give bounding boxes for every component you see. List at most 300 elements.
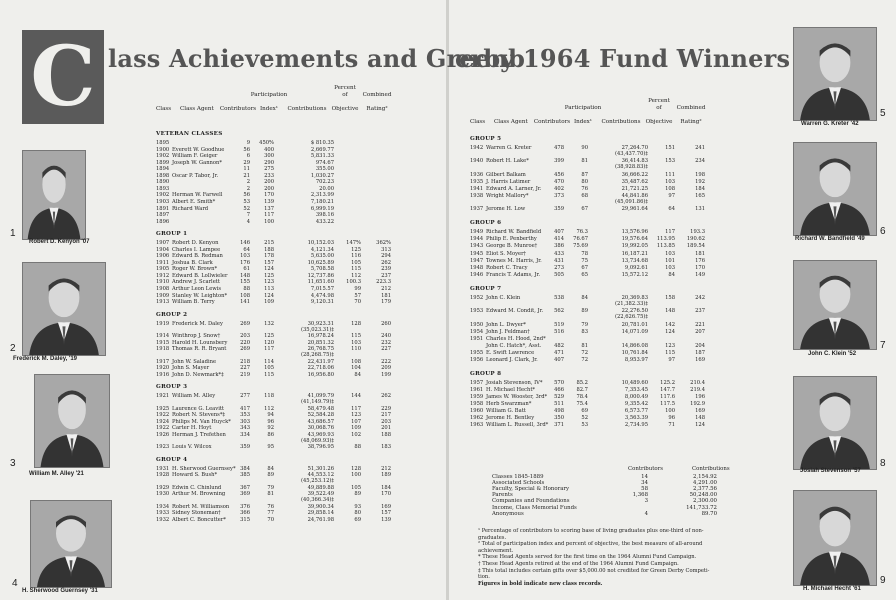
column-header-percent: Percent (648, 98, 670, 104)
column-header-combined: Combined (362, 92, 392, 98)
contributors: 227 (240, 365, 250, 372)
class-year: 1900 (156, 146, 170, 153)
contributions: 974.67 (315, 159, 334, 166)
summary-label: Parents (492, 492, 513, 499)
table-row (156, 444, 396, 452)
percent-objective: 103 (665, 264, 675, 271)
percent-objective: 57 (354, 292, 361, 299)
contributions: 9,120.31 (310, 299, 334, 306)
combined-rating: 198 (695, 171, 705, 178)
class-agent: E. Swift Lawrence (486, 349, 535, 356)
class-year: 1903 (156, 198, 170, 205)
contributors: 529 (554, 393, 564, 400)
class-agent: Robert M. Williamson (172, 503, 230, 510)
column-header-participation: Participation (564, 105, 602, 111)
combined-rating: 179 (381, 299, 391, 306)
percent-objective: 99 (354, 286, 361, 292)
contributors: 269 (240, 320, 250, 327)
photo-number: 6 (880, 226, 886, 237)
combined-rating: 184 (381, 484, 391, 491)
combined-rating: 170 (695, 264, 705, 271)
class-year: 1894 (156, 166, 170, 173)
participation-index: 120 (264, 339, 274, 346)
contributions: 16,187.21 (621, 250, 648, 257)
contributions: 702.23 (315, 179, 334, 186)
group-heading: VETERAN CLASSES (156, 131, 223, 137)
participation-index: 85.2 (576, 379, 588, 386)
contributions: 30,068.76 (307, 425, 334, 432)
drop-cap: C (22, 30, 104, 124)
participation-index: 125 (264, 272, 274, 279)
participation-index: 125 (264, 333, 274, 340)
combined-rating: 187 (695, 349, 705, 356)
combined-rating: 212 (381, 465, 391, 472)
percent-objective: 64 (668, 206, 675, 213)
combined-rating: 217 (381, 412, 391, 419)
contributions: 21,721.25 (621, 185, 648, 192)
summary-header-contributors: Contributors (628, 466, 663, 472)
class-agent: Herman J. Trefethen (172, 431, 226, 438)
class-year: 1962 (470, 415, 484, 422)
combined-rating: 169 (381, 503, 391, 510)
percent-objective: 89 (354, 491, 361, 498)
participation-index: 92 (267, 425, 274, 432)
combined-rating: 157 (381, 510, 391, 517)
class-year: 1952 (470, 294, 484, 301)
participation-index: 53 (581, 422, 588, 429)
contributions: 8,953.97 (624, 356, 648, 363)
contributions: 6,573.77 (624, 408, 648, 415)
contributions: 13,576.96 (621, 229, 648, 236)
contributions: 35,487.62 (621, 178, 648, 185)
table-row (156, 472, 396, 485)
contributions: 39,900.34 (307, 503, 334, 510)
class-year: 1944 (470, 236, 484, 243)
column-header-objective: Objective (331, 106, 359, 112)
contributions: 7,353.45 (624, 386, 648, 393)
photo-caption: H. Sherwood Guernsey '31 (22, 588, 98, 594)
class-year: 1893 (156, 185, 170, 192)
contributors: 350 (554, 415, 564, 422)
participation-index: 200 (264, 179, 274, 186)
contributions: 398.16 (315, 212, 334, 219)
contributors: 2 (246, 179, 250, 186)
class-agent: Harold H. Lounsbery (172, 339, 228, 346)
group-heading: GROUP 8 (470, 370, 502, 377)
participation-index: 200 (264, 185, 274, 192)
combined-rating: 212 (381, 286, 391, 292)
column-header-contributors: Contributors (533, 119, 571, 125)
contributors: 505 (554, 271, 564, 278)
percent-objective: 100 (665, 408, 675, 415)
photo-number: 4 (12, 578, 18, 589)
contributions: 41,099.79 (41,149.79)‡ (300, 393, 334, 406)
table-row (470, 294, 710, 307)
combined-rating: 223.3 (376, 279, 391, 286)
combined-rating: 188 (381, 431, 391, 438)
participation-index: 96 (267, 418, 274, 425)
percent-objective: 105 (351, 484, 361, 491)
footnote-line: † These Head Agents retired at the end of the 1964 Alumni Fund Campaign. (478, 561, 679, 567)
class-agent: William M. Alley (172, 393, 216, 400)
percent-objective: 123 (665, 342, 675, 349)
percent-objective: 151 (665, 145, 675, 151)
class-year: 1908 (156, 286, 170, 292)
contributors: 52 (243, 205, 250, 212)
contributors: 315 (240, 517, 250, 524)
percent-objective: 84 (354, 371, 361, 378)
participation-index: 68 (581, 192, 588, 199)
percent-objective: 117 (665, 229, 675, 236)
contributions: 5,635.00 (310, 253, 334, 260)
summary-contributions: 2,154.92 (692, 474, 717, 480)
photo-number: 9 (880, 575, 886, 586)
class-year: 1932 (156, 517, 170, 524)
class-agent: Everett W. Goodhue (172, 146, 225, 153)
contributions: 44,553.12 (45,253.12)‡ (300, 472, 334, 485)
combined-rating: 294 (381, 253, 391, 260)
contributors: 343 (240, 425, 250, 432)
class-year: 1961 (470, 386, 484, 393)
column-header-rating: Rating² (366, 106, 388, 112)
contributions: 7,180.21 (310, 198, 334, 205)
combined-rating: 234 (695, 158, 705, 165)
contributors: 359 (554, 206, 564, 213)
class-year: 1922 (156, 425, 170, 432)
footnote-line: ¹ Percentage of contributors to scoring base of living graduates plus one-third of non- (478, 528, 704, 534)
contributions: 9,355.42 (624, 400, 648, 407)
contributors: 2 (246, 185, 250, 192)
contributors: 562 (554, 308, 564, 315)
contributors: 385 (240, 472, 250, 479)
class-year: 1915 (156, 339, 170, 346)
table-row (156, 320, 396, 333)
class-agent: Philip E. Penberthy (486, 236, 537, 243)
combined-rating: 240 (381, 333, 391, 340)
class-agent: Winthrop J. Snow† (172, 333, 221, 340)
portrait-photo-8 (793, 376, 877, 470)
summary-row (492, 511, 742, 518)
class-agent: H. Michael Hecht* (486, 386, 536, 393)
summary-label: Income, Class Memorial Funds (492, 504, 577, 511)
class-agent: Herb Swarzman* (486, 400, 532, 407)
contributors: 21 (243, 172, 250, 179)
class-agent: George B. Munroe† (486, 243, 538, 250)
class-year: 1953 (470, 308, 484, 315)
photo-caption: John C. Klein '52 (808, 351, 857, 357)
class-agent: Philips M. Van Huyck* (172, 418, 231, 425)
contributors: 148 (240, 272, 250, 279)
class-agent: Arthur Leon Lewis (172, 286, 222, 292)
participation-index: 80 (581, 178, 588, 185)
combined-rating: 189.54 (686, 243, 705, 250)
percent-objective: 115 (665, 349, 675, 356)
class-agent: Edward B. Redman (172, 253, 223, 260)
combined-rating: 222 (381, 358, 391, 365)
contributions: 43,686.57 (307, 418, 334, 425)
summary-contributors: 34 (641, 480, 648, 487)
combined-rating: 181 (381, 292, 391, 299)
participation-index: 81 (581, 342, 588, 349)
contributions: 43,969.93 (48,069.93)‡ (300, 431, 334, 444)
contributors: 64 (243, 246, 250, 253)
class-year: 1905 (156, 266, 170, 273)
photo-caption: Frederick M. Daley, '19 (13, 356, 78, 362)
contributors: 384 (240, 465, 250, 472)
contributors: 218 (240, 358, 250, 365)
percent-objective: 110 (351, 346, 361, 353)
combined-rating: 219.4 (690, 386, 705, 393)
class-year: 1921 (156, 393, 170, 400)
portrait-photo-5 (793, 27, 877, 121)
photo-number: 3 (10, 458, 16, 469)
contributions: 2,669.77 (310, 146, 334, 153)
participation-index: 76 (267, 503, 274, 510)
class-agent: Richard W. Bandfield (486, 229, 542, 236)
participation-index: 89 (267, 472, 274, 479)
contributions: 4,121.34 (310, 246, 334, 253)
contributors: 471 (554, 349, 564, 356)
contributions: 10,152.03 (307, 240, 334, 247)
class-year: 1923 (156, 444, 170, 451)
photo-caption: Warren G. Kreter '42 (801, 121, 859, 127)
combined-rating: 199 (381, 371, 391, 378)
class-agent: William G. Batt (486, 408, 526, 415)
column-header-contributors: Contributors (219, 106, 257, 112)
class-year: 1909 (156, 292, 170, 299)
contributors: 155 (240, 279, 250, 286)
class-year: 1951 (470, 335, 484, 342)
participation-index: 67 (581, 206, 588, 213)
class-year: 1954 (470, 328, 484, 335)
contributions: 26,768.75 (28,268.75)‡ (300, 346, 334, 359)
participation-index: 75.69 (573, 243, 588, 250)
combined-rating: 193.3 (690, 229, 705, 236)
percent-objective: 70 (354, 299, 361, 306)
percent-objective: 123 (351, 412, 361, 419)
contributors: 386 (554, 243, 564, 250)
column-header-of: of (656, 105, 662, 111)
contributions: 39,522.49 (40,366.34)‡ (300, 491, 334, 504)
contributions: 7,015.57 (310, 286, 334, 292)
class-year: 1946 (470, 271, 484, 278)
contributions: 13,734.68 (621, 257, 648, 264)
footnote-line: graduates. (478, 534, 507, 541)
participation-index: 118 (264, 393, 274, 400)
participation-index: 124 (264, 266, 274, 273)
summary-contributors: 3 (644, 498, 648, 505)
contributions: 30,923.31 (35,023.31)‡ (300, 320, 334, 333)
column-header-participation: Participation (250, 92, 288, 98)
portrait-photo-6 (793, 142, 877, 236)
contributors: 366 (240, 510, 250, 517)
summary-label: Companies and Foundations (492, 498, 570, 505)
class-agent: John C. Hatch*, Asst. (486, 342, 542, 349)
class-agent: Albert C. Boncutter* (172, 517, 226, 524)
contributors: 369 (240, 491, 250, 498)
percent-objective: 144 (351, 393, 361, 400)
contributors: 29 (243, 159, 250, 166)
column-header-class: Class (156, 106, 172, 112)
participation-index: 79 (267, 484, 274, 491)
class-year: 1898 (156, 172, 170, 179)
footnote-line: * These Head Agents served for the first time on the 1964 Alumni Fund Campaign. (478, 554, 697, 561)
class-year: 1937 (470, 206, 484, 213)
summary-label: Anonymous (492, 510, 524, 517)
class-agent: Jerome H. Low (486, 206, 526, 213)
table-row (156, 517, 396, 525)
combined-rating: 149 (695, 271, 705, 278)
participation-index: 290 (264, 159, 274, 166)
combined-rating: 239 (381, 266, 391, 273)
class-agent: Thomas R. R. Bryant (172, 346, 227, 353)
participation-index: 78 (581, 250, 588, 257)
participation-index: 65 (581, 271, 588, 278)
participation-index: 112 (264, 405, 274, 412)
participation-index: 86 (267, 431, 274, 438)
combined-rating: 242 (695, 294, 705, 301)
photo-caption: Robert D. Kenyon '07 (29, 239, 90, 245)
combined-rating: 183 (381, 444, 391, 451)
class-agent: Richard Ward (172, 205, 209, 212)
contributors: 431 (554, 257, 564, 264)
participation-index: 157 (264, 259, 274, 266)
percent-objective: 153 (665, 158, 675, 165)
class-year: 1938 (470, 192, 484, 199)
combined-rating: 190.62 (686, 236, 705, 243)
percent-objective: 125 (351, 246, 361, 253)
percent-objective: 117.6 (660, 393, 675, 400)
contributors: 470 (554, 178, 564, 185)
contributors: 519 (554, 321, 564, 328)
class-agent: Eliot S. Moyer† (486, 250, 527, 257)
table-row (470, 272, 710, 280)
percent-objective: 124 (665, 328, 675, 335)
participation-index: 275 (264, 166, 274, 173)
combined-rating: 176 (695, 257, 705, 264)
class-agent: Francis T. Adams, Jr. (486, 271, 541, 278)
class-year: 1907 (156, 240, 170, 247)
class-agent: Edward B. Lollwieler (172, 272, 228, 279)
participation-index: 139 (264, 198, 274, 205)
participation-index: 90 (581, 145, 588, 151)
participation-index: 84 (581, 294, 588, 301)
footnote-line: ‡ This total includes certain gifts over $5,000.00 not credited for Green Derby Competi- (478, 567, 710, 574)
group-heading: GROUP 7 (470, 285, 502, 292)
participation-index: 76.67 (573, 236, 588, 243)
column-header-objective: Objective (645, 119, 673, 125)
class-agent: John S. Mayer (172, 365, 210, 372)
contributions: 4,474.98 (310, 292, 334, 299)
participation-index: 100 (264, 218, 274, 225)
contributions: 36,666.22 (621, 171, 648, 178)
class-year: 1919 (156, 320, 170, 327)
contributions: 20,781.01 (621, 321, 648, 328)
contributions: 10,625.89 (307, 259, 334, 266)
class-year: 1947 (470, 257, 484, 264)
class-agent: Jerome H. Bentley (486, 415, 535, 422)
table-row (470, 357, 710, 365)
participation-index: 117 (264, 346, 274, 353)
class-agent: Josiah Stevenson, IV* (486, 379, 543, 386)
contributors: 88 (243, 286, 250, 292)
contributions: 20,369.83 (21,382.33)‡ (614, 294, 648, 307)
class-year: 1913 (156, 299, 170, 306)
contributions: 6,999.19 (310, 205, 334, 212)
contributions: 58,479.48 (307, 405, 334, 412)
group-heading: GROUP 1 (156, 231, 188, 238)
column-header-rating: Rating² (680, 119, 702, 125)
contributors: 141 (240, 299, 250, 306)
participation-index: 52 (581, 415, 588, 422)
summary-contributions: 2,377.56 (692, 486, 717, 493)
class-year: 1940 (470, 158, 484, 165)
column-header-contributions: Contributions (601, 119, 641, 125)
contributions: 16,978.24 (307, 333, 334, 340)
participation-index: 450% (259, 140, 274, 146)
class-agent: Edward A. Larner, Jr. (486, 185, 542, 192)
class-year: 1934 (156, 503, 170, 510)
percent-objective: 125.2 (660, 379, 675, 386)
contributions: 10,489.60 (621, 379, 648, 386)
class-year: 1890 (156, 179, 170, 186)
footnote-line: Figures in bold indicate new class records. (478, 580, 603, 587)
class-agent: Warren G. Kreter (486, 145, 532, 151)
class-year: 1924 (156, 418, 170, 425)
combined-rating: 169 (695, 408, 705, 415)
class-year: 1936 (470, 171, 484, 178)
participation-index: 124 (264, 292, 274, 299)
contributions: 22,276.50 (22,626.75)‡ (614, 308, 648, 321)
column-header-contributions: Contributions (287, 106, 327, 112)
class-year: 1910 (156, 279, 170, 286)
class-year: 1941 (470, 185, 484, 192)
portrait-photo-1 (22, 150, 86, 240)
class-agent: Oscar P. Tabor, Jr. (172, 172, 219, 179)
class-agent: Wright Mallory* (486, 192, 529, 199)
contributions: 433.22 (315, 218, 334, 225)
column-header-index: Index¹ (573, 119, 593, 125)
table-row (156, 219, 396, 227)
footnote-line: achievement. (478, 547, 514, 554)
contributions: 38,796.95 (307, 444, 334, 451)
class-agent: William L. Russell, 3rd* (486, 422, 549, 429)
contributions: 2,734.95 (624, 422, 648, 429)
column-header-agent: Class Agent (180, 106, 214, 112)
contributors: 203 (240, 333, 250, 340)
contributors: 538 (554, 294, 564, 301)
contributions: 2,313.99 (310, 192, 334, 199)
class-year: 1957 (470, 379, 484, 386)
combined-rating: 201 (381, 425, 391, 432)
class-agent: Andrew J. Scarlett (172, 279, 220, 286)
contributions: 20.00 (319, 185, 334, 192)
contributors: 402 (554, 185, 564, 192)
contributions: 19,576.64 (621, 236, 648, 243)
footnote-line: tion. (478, 574, 490, 581)
photo-number: 5 (880, 108, 886, 119)
contributors: 371 (554, 422, 564, 429)
table-row (156, 346, 396, 359)
combined-rating: 189 (381, 472, 391, 479)
contributors: 53 (243, 198, 250, 205)
participation-index: 300 (264, 153, 274, 160)
percent-objective: 142 (665, 321, 675, 328)
percent-objective: 115 (351, 333, 361, 340)
class-year: 1929 (156, 484, 170, 491)
contributors: 334 (240, 431, 250, 438)
participation-index: 82.7 (576, 386, 588, 393)
